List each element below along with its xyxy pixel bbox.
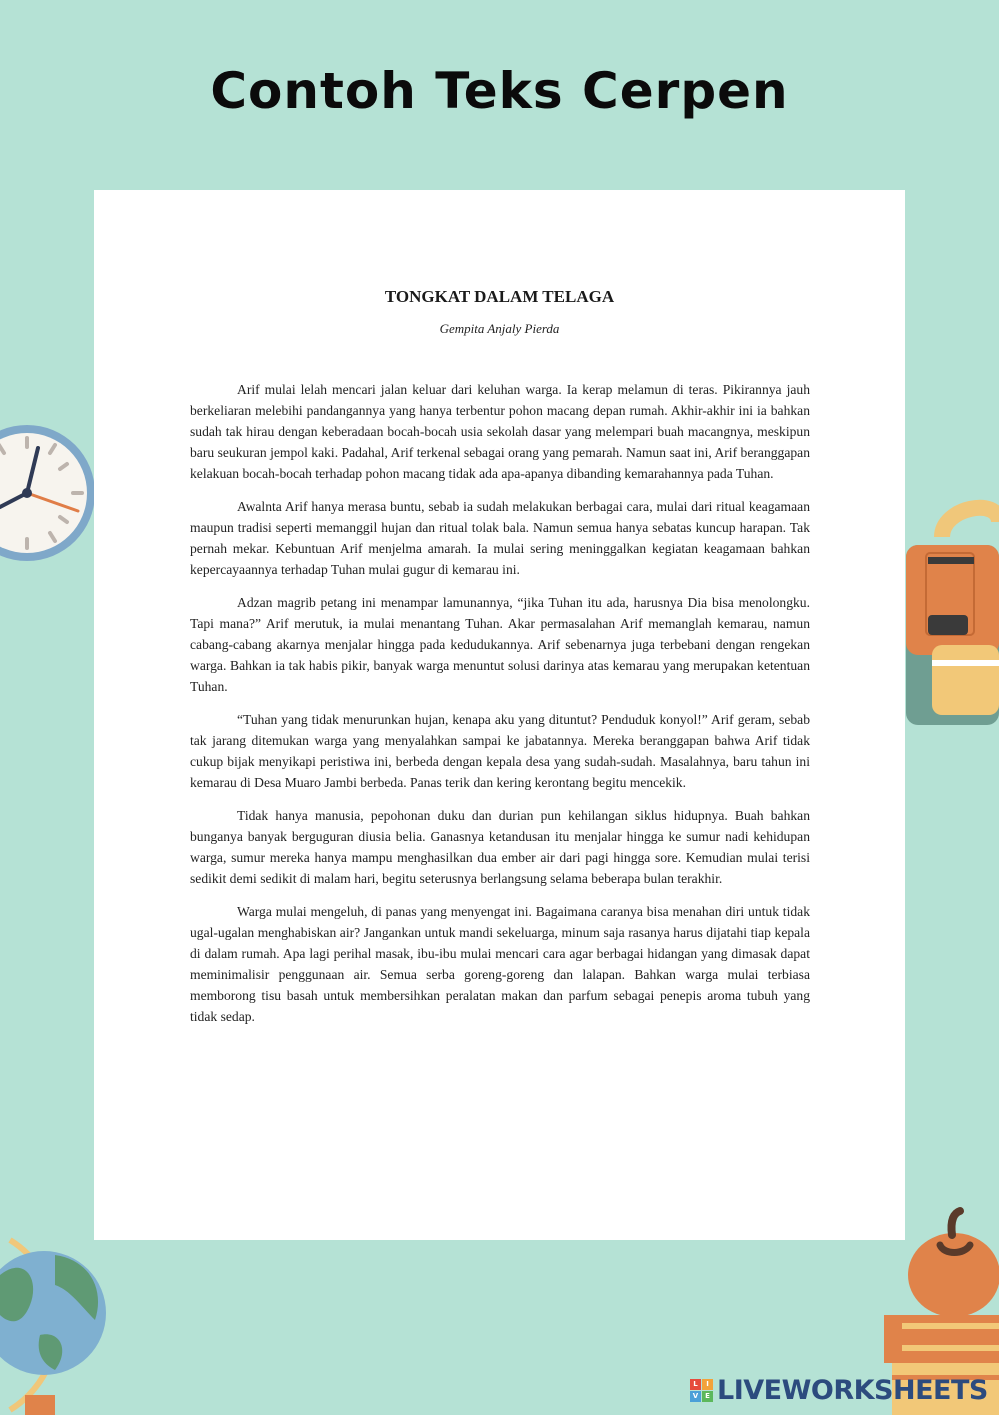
story-paragraph: Adzan magrib petang ini menampar lamunannya, “jika Tuhan itu ada, harusnya Dia bisa menolongku. Tapi mana?” Arif merutuk, ia mulai menantang Tuhan. Akar permasalahan Arif memanglah kemarau, namun cabang-cabang akarnya menjalar hingga pada kedudukannya. Arif sebenarnya juga terbebani dengan rengekan warga. Bahkan ia tak habis pikir, banyak warga menuntut solusi darinya atas kemarau yang merupakan ketentuan Tuhan.: [190, 595, 810, 694]
story-paragraph: Warga mulai mengeluh, di panas yang menyengat ini. Bagaimana caranya bisa menahan diri untuk tidak ugal-ugalan menghabiskan air? Jangankan untuk mandi sekeluarga, minum saja rasanya harus dijatahi tiap kepala di dalam rumah. Apa lagi perihal masak, ibu-ibu mulai mencari cara agar berbagai hidangan yang dimasak dapat meminimalisir penggunaan air. Semua serba goreng-goreng dan lalapan. Bahkan warga mulai terbiasa memborong tisu basah untuk membersihkan peralatan makan dan parfum sebagai penepis aroma tubuh yang tidak sedap.: [190, 904, 810, 1024]
story-title: TONGKAT DALAM TELAGA: [384, 287, 615, 306]
story-paper: [94, 190, 905, 1240]
story-paragraph: “Tuhan yang tidak menurunkan hujan, kenapa aku yang dituntut? Penduduk konyol!” Arif geram, sebab tak jarang ditemukan warga yang menyalahkan sampai ke jabatannya. Mereka beranggapan bahwa Arif tidak cukup bijak menyikapi peristiwa ini, berbeda dengan kepala desa yang sudah-sudah. Masalahnya, baru tahun ini kemarau di Desa Muaro Jambi berbeda. Panas terik dan kering kerontang begitu mencekik.: [190, 712, 810, 790]
liveworksheets-logo-icon: L I V E: [690, 1379, 713, 1402]
story-paragraph: Tidak hanya manusia, pepohonan duku dan durian pun kehilangan siklus hidupnya. Buah bahkan bunganya banyak berguguran diusia belia. Ganasnya ketandusan itu menjalar hingga ke sumur nadi kehidupan warga, sumur mereka hanya mampu menghasilkan dua ember air dari pagi hingga sore. Kemudian mulai terisi sedikit demi sedikit di malam hari, begitu seterusnya berlangsung selama beberapa bulan terakhir.: [190, 808, 810, 886]
backpack-icon: [902, 497, 999, 733]
brand-name: LIVEWORKSHEETS: [717, 1374, 988, 1406]
story-paragraph: Arif mulai lelah mencari jalan keluar dari keluhan warga. Ia kerap melamun di teras. Pikirannya jauh berkeliaran melebihi pandangannya yang hanya terbentur pohon macang depan rumah. Akhir-akhir ini ia bahkan sudah tak hirau dengan keberadaan bocah-bocah usia sekolah dasar yang melempari buah macangnya, meskipun baru seukuran jempol kaki. Padahal, Arif terkenal sebagai orang yang pemarah. Namun saat ini, Arif beranggapan kelakuan bocah-bocah terhadap pohon macang tidak ada apa-apanya dibanding kemarahannya pada Tuhan.: [190, 382, 810, 481]
story-paragraph: Awalnta Arif hanya merasa buntu, sebab ia sudah melakukan berbagai cara, mulai dari ritual keagamaan maupun tradisi seperti memanggil hujan dan ritual tolak bala. Namun semua hanya sebatas kuncup harapan. Tak pernah mekar. Kebuntuan Arif menjelma amarah. Ia mulai sering meninggalkan kegiatan keagamaan bahkan kepercayaannya terhadap Tuhan mulai gugur di kemarau ini.: [190, 499, 810, 577]
clock-icon: [0, 422, 98, 564]
story-author: Gempita Anjaly Pierda: [439, 321, 560, 336]
story-body: [190, 379, 810, 1039]
page-title: Contoh Teks Cerpen: [210, 62, 789, 120]
globe-icon: [0, 1235, 112, 1415]
liveworksheets-brand[interactable]: [690, 1375, 988, 1405]
